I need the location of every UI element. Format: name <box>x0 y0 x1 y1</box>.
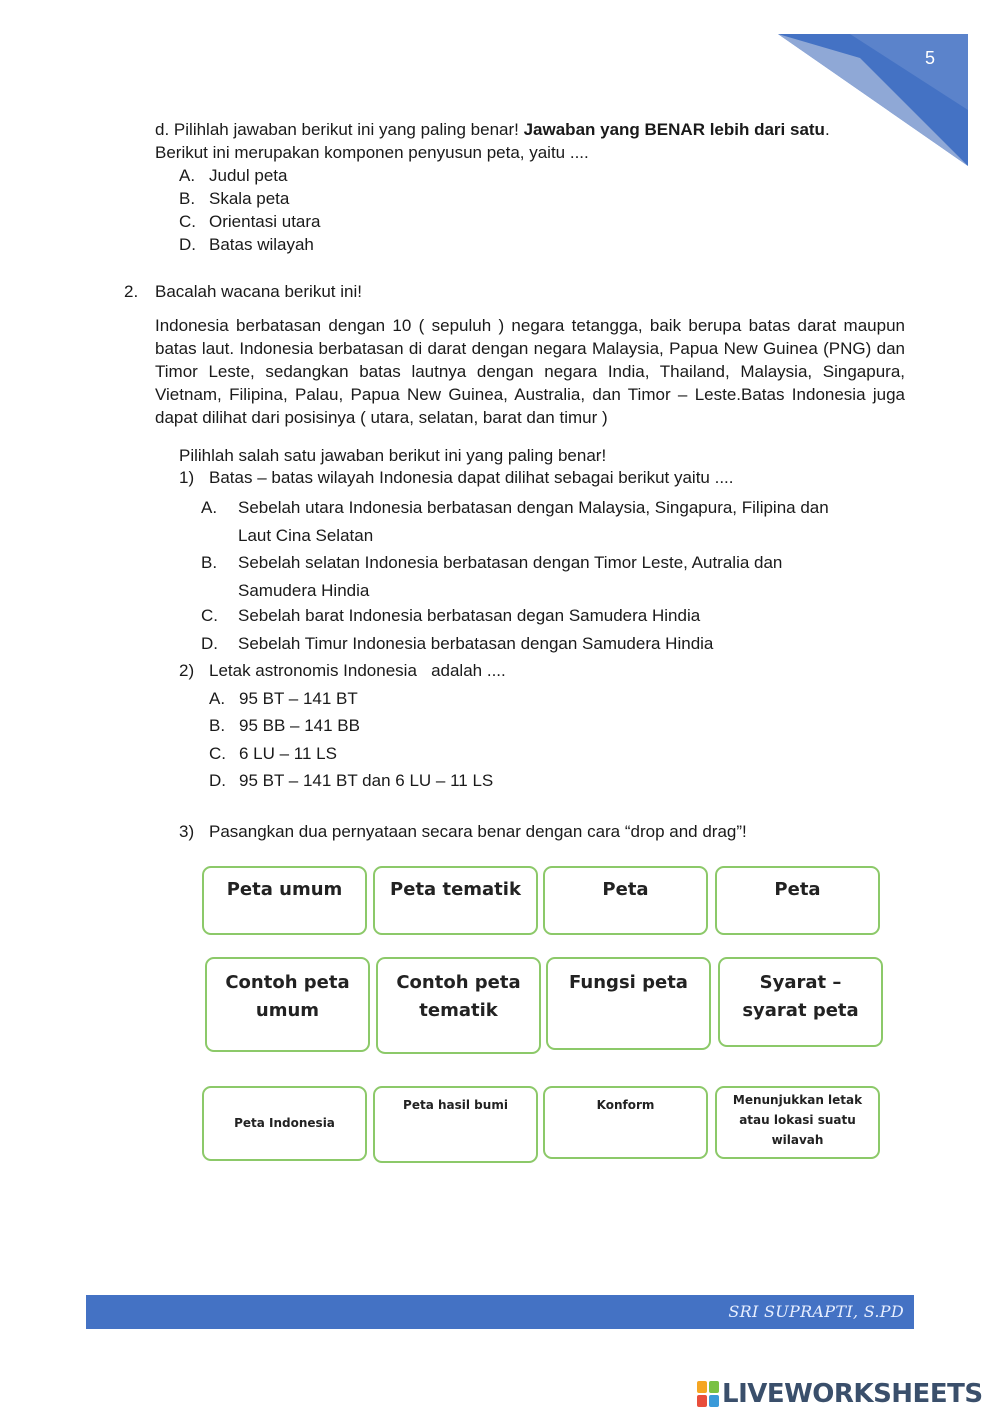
drop-tile-syarat-peta[interactable] <box>718 957 883 1047</box>
option-text: 6 LU – 11 LS <box>239 744 337 763</box>
q2-sub1-option-b[interactable] <box>201 549 782 605</box>
option-letter: A. <box>201 498 218 517</box>
q2-sub1-option-a[interactable] <box>201 494 829 550</box>
sub-question-text: Letak astronomis Indonesia adalah .... <box>209 661 506 680</box>
tile-line-1: Contoh peta <box>396 972 521 993</box>
option-text: Skala peta <box>209 189 290 208</box>
sub-number: 3) <box>179 822 195 841</box>
tile-line-1: Fungsi peta <box>569 972 688 993</box>
liveworksheets-brand[interactable] <box>697 1378 997 1410</box>
liveworksheets-logo-icon <box>697 1381 719 1407</box>
option-letter: D. <box>209 771 226 790</box>
footer-author: SRI SUPRAPTI, S.PD <box>728 1302 904 1321</box>
sub-number: 2) <box>179 661 195 680</box>
drop-tile-contoh-peta-tematik[interactable] <box>376 957 541 1054</box>
option-letter: C. <box>209 744 226 763</box>
tile-line-1: Contoh peta <box>225 972 350 993</box>
q2-heading <box>124 281 362 303</box>
option-text <box>238 549 782 605</box>
q2-sub2-question <box>179 660 506 682</box>
option-letter: A. <box>179 166 196 185</box>
q2-sub2-option-d[interactable] <box>209 770 493 792</box>
q1d-instruction-bold: Jawaban yang BENAR lebih dari satu <box>523 120 825 139</box>
option-line-1: Sebelah selatan Indonesia berbatasan dengan Timor Leste, Autralia dan <box>238 553 783 572</box>
tile-line-1: Syarat – <box>759 972 842 993</box>
option-text: Batas wilayah <box>209 235 314 254</box>
option-letter: C. <box>201 606 218 625</box>
option-letter: B. <box>209 716 226 735</box>
q1d-option-c[interactable] <box>179 211 321 233</box>
q1d-stem: Berikut ini merupakan komponen penyusun peta, yaitu .... <box>155 143 589 162</box>
q2-sub2-option-b[interactable] <box>209 715 360 737</box>
drop-tile-peta-tematik[interactable]: Peta tematik <box>373 866 538 935</box>
option-line-2: Samudera Hindia <box>238 581 370 600</box>
q1d-instruction-end: . <box>824 120 830 139</box>
option-text: Sebelah Timur Indonesia berbatasan dengan Samudera Hindia <box>238 634 714 653</box>
drop-tile-peta-2[interactable]: Peta <box>715 866 880 935</box>
option-text: 95 BT – 141 BT <box>239 689 358 708</box>
option-line-2: Laut Cina Selatan <box>238 526 374 545</box>
sub-question-text: Pasangkan dua pernyataan secara benar dengan cara “drop and drag”! <box>209 822 747 841</box>
corner-decoration <box>0 0 1000 200</box>
drop-tile-contoh-peta-umum[interactable] <box>205 957 370 1052</box>
option-text: Orientasi utara <box>209 212 321 231</box>
q2-sub1-option-c[interactable] <box>201 605 700 627</box>
option-letter: A. <box>209 689 226 708</box>
q2-passage: Indonesia berbatasan dengan 10 ( sepuluh ) negara tetangga, baik berupa batas darat maupun batas laut. Indonesia berbatasan di darat dengan negara Malaysia, Papua New Guinea (PNG) dan Timor Leste, sedangkan batas lautnya dengan negara India, Thailand, Malaysia, Singapura, Vietnam, Filipina, Palau, Papua New Guinea, Australia, dan Timor – Leste.Batas Indonesia juga dapat dilihat dari posisinya ( utara, selatan, barat dan timur ) <box>155 316 905 427</box>
option-letter: D. <box>201 634 218 653</box>
tile-line-2: syarat peta <box>742 1000 859 1021</box>
option-letter: B. <box>179 189 196 208</box>
tile-line-2: atau lokasi suatu <box>739 1113 856 1127</box>
q2-sub1-option-d[interactable] <box>201 633 713 655</box>
option-text: 95 BB – 141 BB <box>239 716 360 735</box>
drag-tile-konform[interactable] <box>543 1086 708 1159</box>
tile-line-2: umum <box>255 1000 320 1021</box>
tile-line-1: Konform <box>596 1098 655 1112</box>
q2-sub1-question <box>179 467 734 489</box>
q1d-prefix: d. <box>155 120 170 139</box>
tile-line-1: Menunjukkan letak <box>732 1093 863 1107</box>
q2-sub3-question <box>179 821 747 843</box>
drop-tile-peta-umum[interactable]: Peta umum <box>202 866 367 935</box>
q2-instruction: Pilihlah salah satu jawaban berikut ini yang paling benar! <box>179 446 607 465</box>
brand-name: LIVEWORKSHEETS <box>722 1379 983 1409</box>
q1d-option-d[interactable] <box>179 234 314 256</box>
drop-tile-fungsi-peta[interactable] <box>546 957 711 1050</box>
option-letter: B. <box>201 553 218 572</box>
q2-title: Bacalah wacana berikut ini! <box>155 282 362 301</box>
option-line-1: Sebelah utara Indonesia berbatasan dengan Malaysia, Singapura, Filipina dan <box>238 498 829 517</box>
option-text <box>238 494 829 550</box>
q1d-instruction <box>155 119 830 141</box>
option-text: 95 BT – 141 BT dan 6 LU – 11 LS <box>239 771 494 790</box>
drag-tile-peta-indonesia[interactable] <box>202 1086 367 1161</box>
q1d-option-b[interactable] <box>179 188 289 210</box>
q2-number: 2. <box>124 282 139 301</box>
tile-line-3: wilavah <box>771 1133 824 1147</box>
option-text: Judul peta <box>209 166 288 185</box>
option-text: Sebelah barat Indonesia berbatasan degan Samudera Hindia <box>238 606 701 625</box>
page-number: 5 <box>924 48 935 68</box>
footer-bar <box>86 1295 914 1329</box>
sub-question-text: Batas – batas wilayah Indonesia dapat dilihat sebagai berikut yaitu .... <box>209 468 734 487</box>
sub-number: 1) <box>179 468 195 487</box>
tile-line-1: Peta hasil bumi <box>403 1098 508 1112</box>
q1d-instruction-text: Pilihlah jawaban berikut ini yang paling benar! <box>173 120 524 139</box>
drag-tile-menunjukkan-letak[interactable] <box>715 1086 880 1159</box>
option-letter: C. <box>179 212 196 231</box>
q2-sub2-option-c[interactable] <box>209 743 337 765</box>
q2-sub2-option-a[interactable] <box>209 688 358 710</box>
drag-tile-peta-hasil-bumi[interactable] <box>373 1086 538 1163</box>
q1d-option-a[interactable] <box>179 165 287 187</box>
tile-line-2: tematik <box>419 1000 498 1021</box>
drop-tile-peta-1[interactable]: Peta <box>543 866 708 935</box>
tile-line-1: Peta Indonesia <box>234 1116 335 1130</box>
option-letter: D. <box>179 235 196 254</box>
